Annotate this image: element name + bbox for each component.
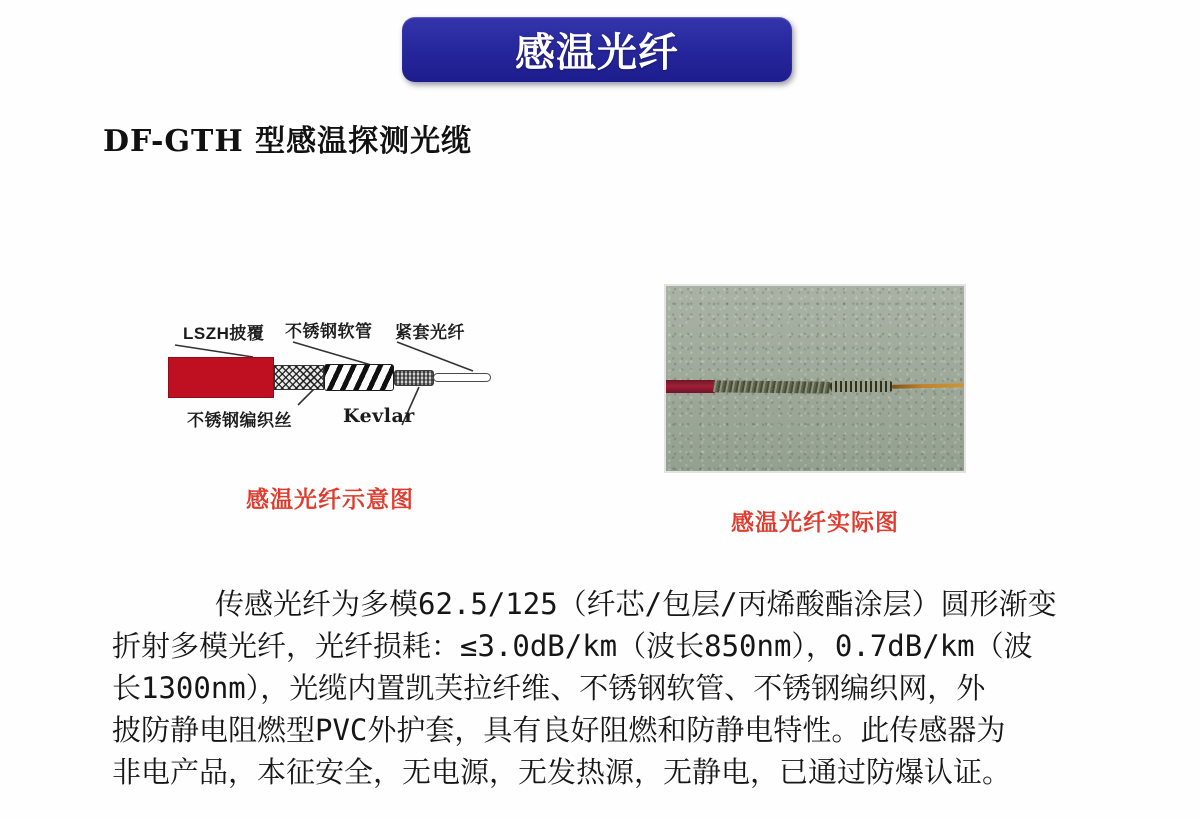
- paragraph-line: 披防静电阻燃型PVC外护套，具有良好阻燃和防静电特性。此传感器为: [112, 713, 1006, 747]
- cable-flex-tube-section: [324, 364, 394, 391]
- fiber-photo: [664, 284, 966, 473]
- paragraph-line: 折射多模光纤，光纤损耗：≤3.0dB/km（波长850nm），0.7dB/km（波: [112, 629, 1033, 663]
- description-paragraph: [112, 583, 1097, 793]
- label-steel-braid: 不锈钢编织丝: [187, 411, 292, 430]
- label-kevlar: Kevlar: [343, 405, 415, 427]
- cable-jacket-red: [168, 357, 274, 398]
- photo-orange-fiber: [892, 383, 966, 389]
- label-steel-tube: 不锈钢软管: [285, 322, 373, 341]
- paragraph-line: 非电产品，本征安全，无电源，无发热源，无静电，已通过防爆认证。: [112, 755, 1012, 789]
- paragraph-line: 长1300nm），光缆内置凯芙拉纤维、不锈钢软管、不锈钢编织网，外: [112, 671, 986, 705]
- title-banner: [402, 17, 792, 82]
- paragraph-line: 传感光纤为多模62.5/125（纤芯/包层/丙烯酸酯涂层）圆形渐变: [215, 587, 1057, 621]
- photo-red-jacket: [666, 380, 715, 393]
- cable-schematic-diagram: [165, 315, 500, 440]
- label-tight-fiber: 紧套光纤: [395, 323, 465, 342]
- cable-bare-fiber: [433, 373, 491, 382]
- photo-spring-tube: [830, 381, 894, 392]
- label-lszh-coating: LSZH披覆: [183, 324, 265, 343]
- cable-braid-section: [274, 365, 324, 390]
- banner-title: 感温光纤: [515, 31, 679, 75]
- photo-braid: [713, 380, 833, 393]
- schematic-caption: 感温光纤示意图: [246, 486, 414, 512]
- cable-kevlar-section: [394, 370, 434, 386]
- section-heading: DF-GTH 型感温探测光缆: [103, 124, 473, 159]
- photo-caption: 感温光纤实际图: [731, 509, 899, 535]
